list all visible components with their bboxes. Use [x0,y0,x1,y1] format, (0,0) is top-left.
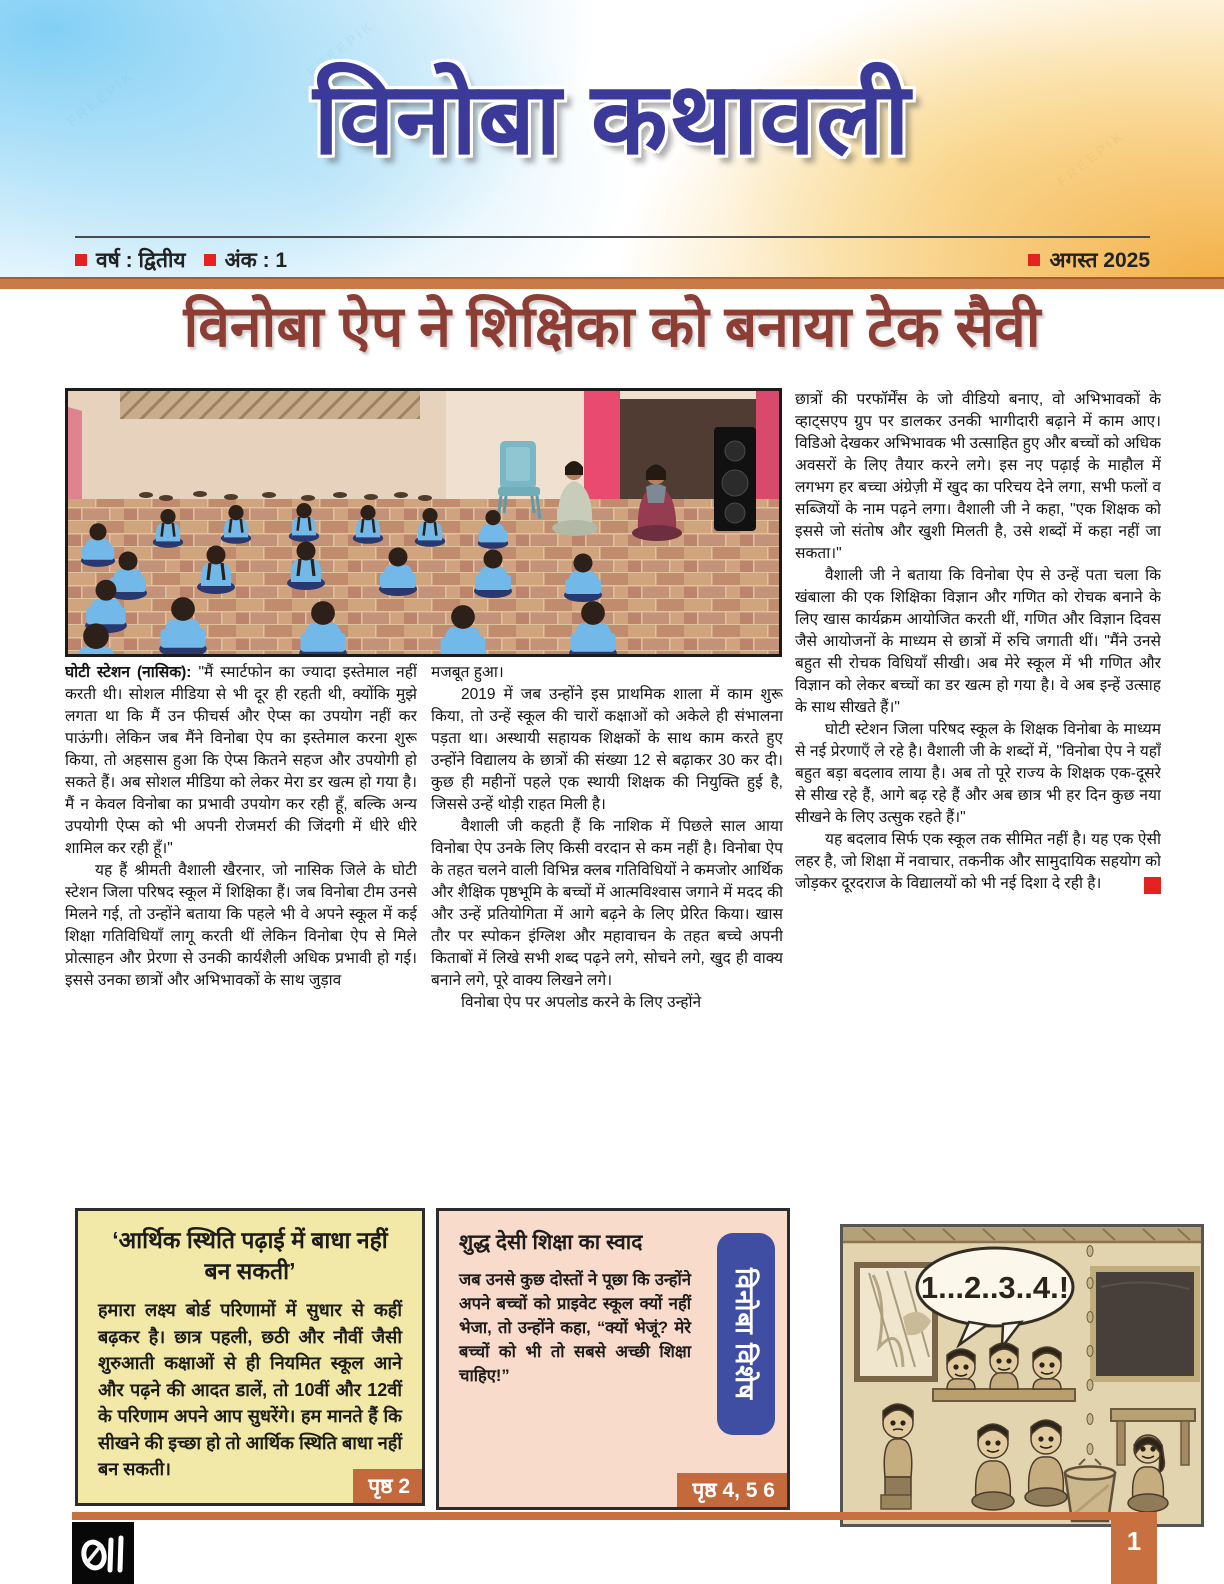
article-paragraph: वैशाली जी कहती हैं कि नाशिक में पिछले साल आया विनोबा ऐप उनके लिए किसी वरदान से कम नहीं है। विनोबा ऐप के तहत चलने वाली विभिन्न क्लब गतिविधियों ने कमजोर आर्थिक और शैक्षिक पृष्ठभूमि के बच्चों में आत्मविश्वास जगाने में मदद की और उन्हें प्रतियोगिता में आगे बढ़ने के लिए प्रेरित किया। खास तौर पर स्पोकन इंग्लिश और महावाचन के तहत बच्चे अपनी किताबों में लिखे सभी शब्द पढ़ने लगे, सोचने लगे, खुद ही वाक्य बनाने लगे, पूरे वाक्य लिखने लगे। [431,818,783,989]
date-label: अगस्त 2025 [1049,249,1150,272]
red-square-icon [75,254,87,266]
watermark-text: FREEPIK [1053,126,1128,190]
issue-info-right [1028,246,1150,274]
issue-info-row [75,246,1150,274]
publisher-logo-icon [72,1522,134,1584]
teaser-box-economic [75,1208,425,1506]
masthead [0,0,1224,287]
paragraph-text: "मैं स्मार्टफोन का ज्यादा इस्तेमाल नहीं करती थी। सोशल मीडिया से भी दूर ही रहती थी, क्योंकि मुझे लगता था कि मैं उन फीचर्स और ऐप्स का उपयोग नहीं कर पाऊंगी। लेकिन जब मैंने विनोबा ऐप का इस्तेमाल करना शुरू किया, तो अहसास हुआ कि ऐप्स कितने सहज और उपयोगी हो सकते हैं। अब सोशल मीडिया को लेकर मेरा डर खत्म हो गया है। मैं न केवल विनोबा का प्रभावी उपयोग कर रही हूँ, बल्कि अन्य उपयोगी ऐप्स को भी अपनी रोजमर्रा की जिंदगी में धीरे धीरे शामिल कर रही हूँ।" [65,664,417,857]
paragraph-text: यह बदलाव सिर्फ एक स्कूल तक सीमित नहीं है। यह एक ऐसी लहर है, जो शिक्षा में नवाचार, तकनीक और सामुदायिक सहयोग को जोड़कर दूरदराज के विद्यालयों को भी नई दिशा दे रही है। [795,831,1161,892]
teaser-body: हमारा लक्ष्य बोर्ड परिणामों में सुधार से कहीं बढ़कर है। छात्र पहली, छठी और नौवीं जैसी शुरुआती कक्षाओं से ही नियमित स्कूल आने और पढ़ने की आदत डालें, तो 10वीं और 12वीं के परिणाम अपने आप सुधरेंगे। हम मानते हैं कि सीखने की इच्छा हो तो आर्थिक स्थिति बाधा नहीं बन सकती। [98,1300,402,1480]
publisher-logo [72,1522,134,1584]
article-paragraph: घोटी स्टेशन जिला परिषद स्कूल के शिक्षक विनोबा के माध्यम से नई प्रेरणाएँ ले रहे है। वैशाली जी के शब्दों में, "विनोबा ऐप ने यहाँ बहुत बड़ा बदलाव लाया है। अब तो पूरे राज्य के शिक्षक एक-दूसरे से सीख रहे हैं, आगे बढ़ रहे हैं और अब छात्र भी हर दिन कुछ नया सीखने के लिए उत्सुक रहते हैं।" [795,721,1161,826]
article-column-2 [431,662,783,1192]
article-paragraph: छात्रों की परफॉर्मेंस के जो वीडियो बनाए, वो अभिभावकों के व्हाट्सएप ग्रुप पर डालकर उनकी भागीदारी बढ़ाने में काम आए। विडिओ देखकर अभिभावक भी उत्साहित हुए और बच्चों को अधिक अवसरों के लिए तैयार करने लगे। इस नए पढ़ाई के माहौल में लगभग हर बच्चा अंग्रेज़ी में खुद का परिचय देने लगा, सभी फलों व सब्जियों के नाम पढ़ने लगा। वैशाली जी ने कहा, "एक शिक्षक को इससे जो संतोष और खुशी मिलती है, उसे शब्दों में कहा नहीं जा सकता।" [795,391,1161,562]
page-badge: पृष्ठ 2 [353,1469,425,1506]
article-paragraph: 2019 में जब उन्होंने इस प्राथमिक शाला में काम शुरू किया, तो उन्हें स्कूल की चारों कक्षाओं को अकेले ही संभालना पड़ता था। अस्थायी सहायक शिक्षकों के साथ काम करते हुए उन्होंने विद्यालय के छात्रों की संख्या 12 से बढ़ाकर 30 कर दी। कुछ ही महीनों पहले एक स्थायी शिक्षक की नियुक्ति हुई है, जिससे उन्हें थोड़ी राहत मिली है। [431,686,783,813]
vinoba-vishesh-label [717,1233,775,1435]
article-paragraph: मजबूत हुआ। [431,664,504,681]
classroom-cartoon [843,1227,1201,1524]
article-paragraph: वैशाली जी ने बताया कि विनोबा ऐप से उन्हें पता चला कि खंबाला की एक शिक्षिका विज्ञान और गणित को रोचक बनाने के लिए खास कार्यक्रम आयोजित करती थीं, गणित और विज्ञान दिवस जैसे आयोजनों के माध्यम से छात्रों में रुचि जगाती थीं। "मैंने उनसे बहुत सी रोचक विधियाँ सीखी। अब मेरे स्कूल में भी गणित और विज्ञान को लेकर बच्चों का डर खत्म हो गया है। वे अब इन्हें उत्साह के साथ सीखते हैं।" [795,567,1161,716]
footer-divider-bar [72,1512,1157,1520]
article-photo [65,388,782,657]
desk [933,1389,1075,1401]
teaser-box-desi-shiksha [436,1208,790,1510]
article-paragraph: विनोबा ऐप पर अपलोड करने के लिए उन्होंने [461,994,702,1011]
dateline: घोटी स्टेशन (नासिक): [65,664,192,681]
orange-divider-bar [0,277,1224,289]
watermark-text: FREEPIK [63,66,138,130]
red-square-icon [204,254,216,266]
article-end-square-icon [1144,877,1161,894]
article-column-1 [65,662,417,1192]
vertical-label-text: विनोबा विशेष [730,1267,760,1401]
watermark-text: FREEPIK [303,16,378,80]
article-paragraph: यह हैं श्रीमती वैशाली खैरनार, जो नासिक जिले के घोटी स्टेशन जिला परिषद स्कूल में शिक्षिका हैं। जब विनोबा टीम उनसे मिलने गई, तो उन्होंने बताया कि पहले भी वे अपने स्कूल में कई शिक्षा गतिविधियाँ लागू करती थीं लेकिन विनोबा ऐप से मिले प्रोत्साहन और प्रेरणा से उनकी कार्यशैली अधिक प्रभावी हो गई। इससे उनका छात्रों और अभिभावकों के साथ जुड़ाव [65,862,417,989]
schoolyard-photo-illustration [68,391,779,654]
article-paragraph [795,829,1161,895]
issue-label: अंक : 1 [224,249,288,272]
speaker [714,427,756,531]
year-label: वर्ष : द्वितीय [96,249,186,272]
teaser-body: जब उनसे कुछ दोस्तों ने पूछा कि उन्होंने अपने बच्चों को प्राइवेट स्कूल क्यों नहीं भेजा, तो उन्होंने कहा, “क्यों भेजूं? मेरे बच्चों को भी तो सबसे अच्छी शिक्षा चाहिए!” [459,1271,691,1386]
issue-info-left [75,246,287,274]
speech-bubble-text: 1...2..3..4.! [920,1270,1070,1305]
article-paragraph [65,662,417,860]
article-column-3 [795,389,1161,1194]
cartoon-illustration [840,1224,1204,1527]
teaser-title: शुद्ध देसी शिक्षा का स्वाद [459,1231,643,1254]
masthead-divider-line [75,236,1150,238]
page-number: 1 [1111,1512,1157,1584]
red-square-icon [1028,254,1040,266]
page-badge: पृष्ठ 4, 5 6 [677,1473,790,1510]
article-headline: विनोबा ऐप ने शिक्षिका को बनाया टेक सैवी [183,295,1041,359]
teaser-title: ‘आर्थिक स्थिति पढ़ाई में बाधा नहीं बन सकती’ [112,1227,388,1285]
newsletter-title: विनोबा कथावली [313,63,911,175]
blackboard [1093,1269,1197,1379]
